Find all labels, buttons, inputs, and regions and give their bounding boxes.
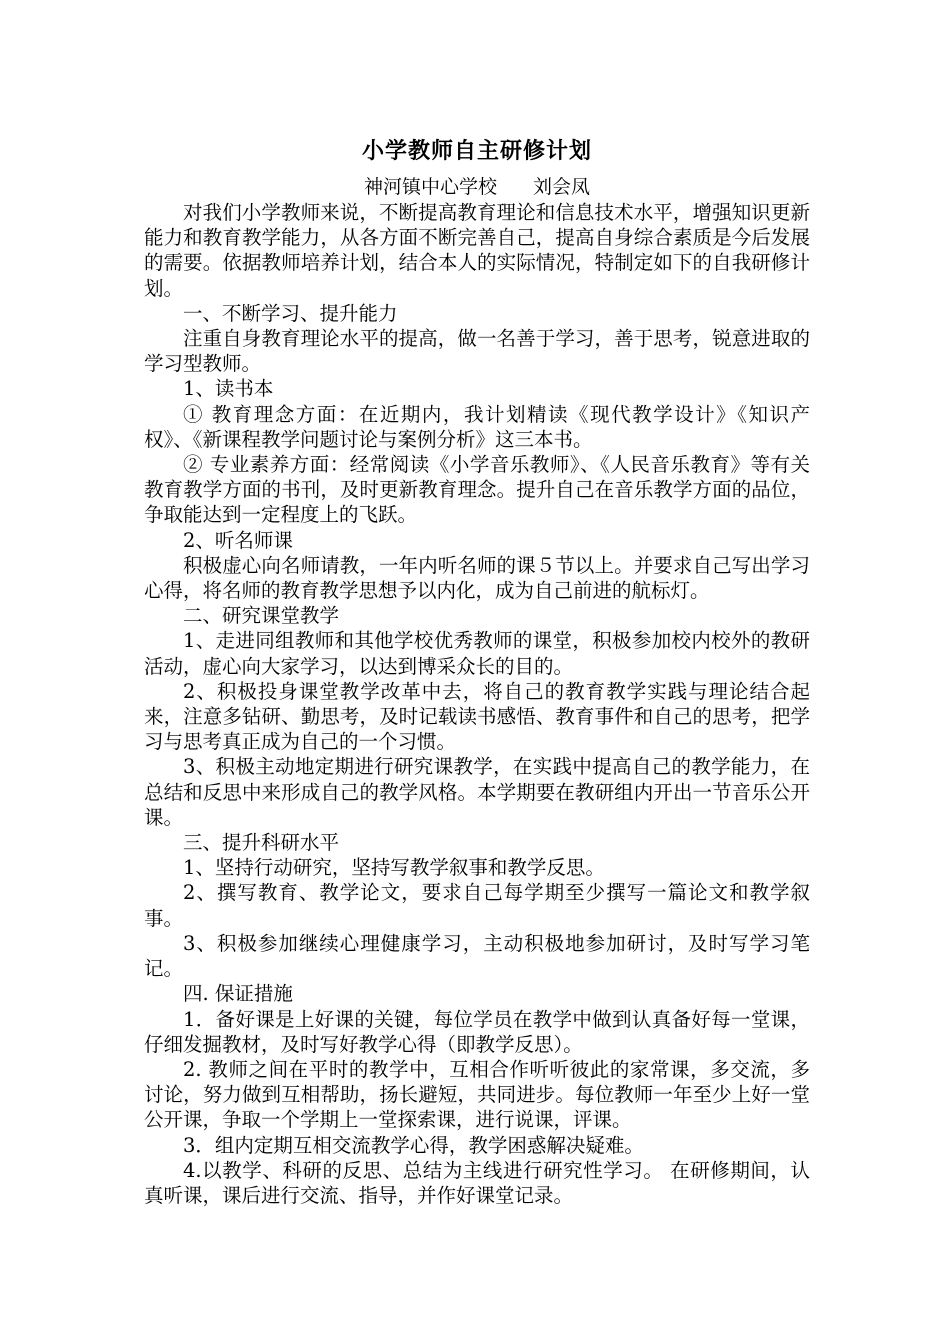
author-name: 刘会凤: [533, 176, 591, 198]
document-page: [144, 136, 810, 1208]
body-paragraph: 1、走进同组教师和其他学校优秀教师的课堂，积极参加校内校外的教研活动，虚心向大家学习，以达到博采众长的目的。: [144, 629, 810, 678]
body-paragraph: 2、撰写教育、教学论文，要求自己每学期至少撰写一篇论文和教学叙事。: [144, 881, 810, 930]
body-paragraph: 积极虚心向名师请教，一年内听名师的课５节以上。并要求自己写出学习心得，将名师的教育教学思想予以内化，成为自己前进的航标灯。: [144, 553, 810, 603]
section-heading: 二、研究课堂教学: [183, 604, 340, 628]
body-paragraph: 1、坚持行动研究，坚持写教学叙事和教学反思。: [183, 856, 605, 880]
section-heading: 一、不断学习、提升能力: [183, 301, 398, 325]
body-paragraph: 2、积极投身课堂教学改革中去，将自己的教育教学实践与理论结合起来，注意多钻研、勤思考，及时记载读书感悟、教育事件和自己的思考，把学习与思考真正成为自己的一个习惯。: [144, 679, 810, 754]
body-paragraph: 1．备好课是上好课的关键，每位学员在教学中做到认真备好每一堂课，仔细发掘教材，及时写好教学心得（即教学反思）。: [144, 1007, 810, 1056]
body-paragraph: 2. 教师之间在平时的教学中，互相合作听听彼此的家常课，多交流，多讨论，努力做到互相帮助，扬长避短，共同进步。每位教师一年至少上好一堂公开课，争取一个学期上一堂探索课，进行说课，评课。: [144, 1057, 810, 1132]
body-paragraph: 3、积极参加继续心理健康学习，主动积极地参加研讨，及时写学习笔记。: [144, 931, 810, 981]
body-paragraph: 4.以教学、科研的反思、总结为主线进行研究性学习。 在研修期间，认真听课，课后进行交流、指导，并作好课堂记录。: [144, 1158, 810, 1207]
subsection-heading: 2、听名师课: [183, 528, 293, 552]
subsection-heading: 1、读书本: [183, 377, 274, 401]
body-paragraph: ① 教育理念方面：在近期内，我计划精读《现代教学设计》《知识产权》、《新课程教学问题讨论与案例分析》这三本书。: [144, 402, 810, 451]
section-heading: 四. 保证措施: [183, 982, 293, 1006]
school-name: 神河镇中心学校: [363, 176, 497, 198]
body-paragraph: 注重自身教育理论水平的提高，做一名善于学习，善于思考，锐意进取的学习型教师。: [144, 327, 810, 376]
document-title: 小学教师自主研修计划: [361, 138, 592, 164]
intro-paragraph: 对我们小学教师来说，不断提高教育理论和信息技术水平，增强知识更新能力和教育教学能力，从各方面不断完善自己，提高自身综合素质是今后发展的需要。依据教师培养计划，结合本人的实际情况，特制定如下的自我研修计划。: [144, 201, 810, 300]
byline: [144, 174, 810, 200]
body-paragraph: 3．组内定期互相交流教学心得，教学困惑解决疑难。: [183, 1133, 644, 1157]
section-heading: 三、提升科研水平: [183, 831, 340, 855]
body-paragraph: 3、积极主动地定期进行研究课教学，在实践中提高自己的教学能力，在总结和反思中来形成自己的教学风格。本学期要在教研组内开出一节音乐公开课。: [144, 755, 810, 829]
body-paragraph: ② 专业素养方面：经常阅读《小学音乐教师》、《人民音乐教育》等有关教育教学方面的书刊，及时更新教育理念。提升自己在音乐教学方面的品位，争取能达到一定程度上的飞跃。: [144, 453, 810, 527]
